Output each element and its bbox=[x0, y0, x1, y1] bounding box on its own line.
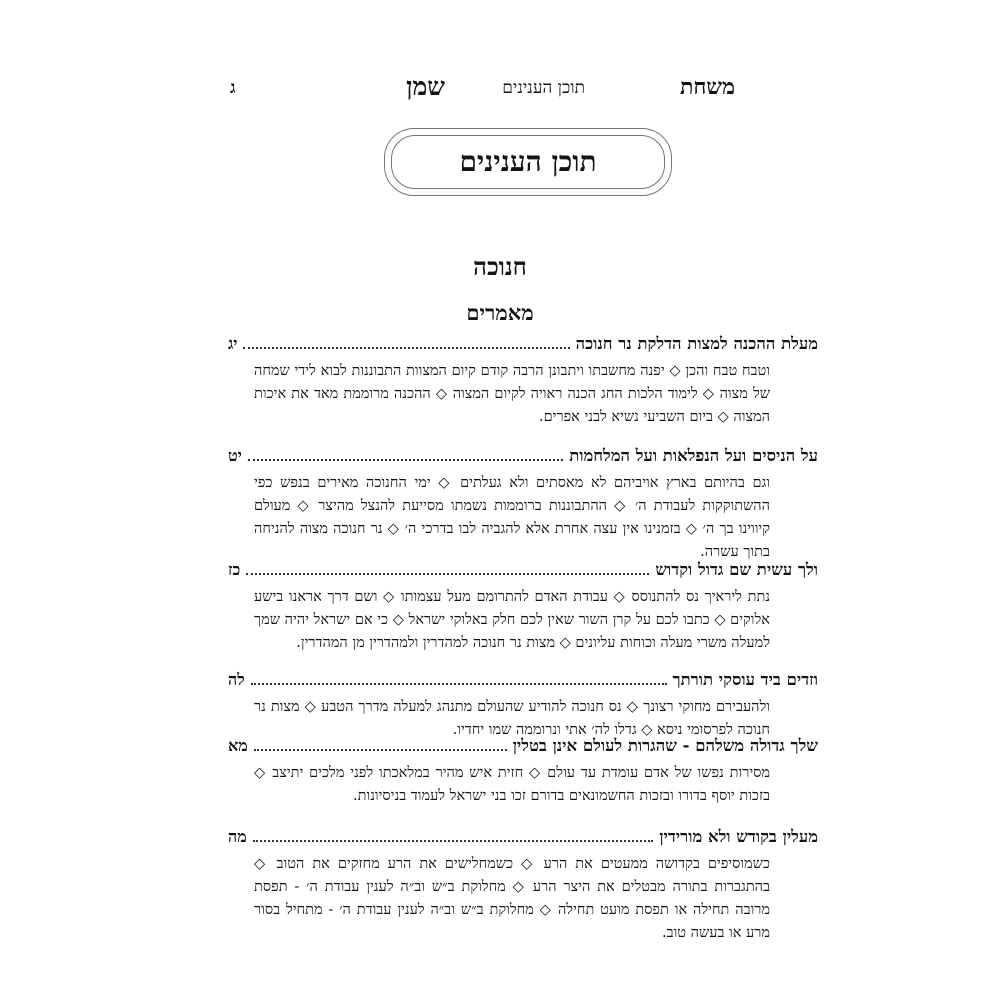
toc-entry-head bbox=[228, 446, 818, 470]
toc-entry-page: יט bbox=[228, 446, 242, 465]
toc-entry-head bbox=[228, 334, 818, 358]
toc-entry bbox=[228, 334, 818, 429]
dot-leader bbox=[251, 671, 667, 685]
toc-entry-page: לה bbox=[228, 670, 245, 689]
section-title: חנוכה bbox=[473, 252, 527, 281]
toc-entry-title: מעלת ההכנה למצות הדלקת נר חנוכה bbox=[575, 334, 818, 353]
toc-entry-page: יג bbox=[228, 334, 238, 353]
toc-entry bbox=[228, 560, 818, 655]
dot-leader bbox=[248, 447, 563, 461]
toc-entry-title: ולך עשית שם גדול וקדוש bbox=[655, 560, 818, 579]
running-header-book-word-2: שמן bbox=[406, 72, 445, 101]
running-header-toc-label: תוכן הענינים bbox=[502, 78, 585, 98]
toc-entry bbox=[228, 670, 818, 742]
dot-leader bbox=[246, 561, 649, 575]
toc-entry-summary: נתת ליראיך נס להתנוסס ◇ עבודת האדם להתרומם מעל עצמותו ◇ ושם דרך אראנו בישע אלוקים ◇ כתבו לכם על קרן השור שאין לכם חלק באלוקי ישראל ◇ כי אם ישראל יהיה שמך למעלה משרי מעלה וכוחות עליונים ◇ מצות נר חנוכה למהדרין ולמהדרין מן המהדרין. bbox=[254, 589, 770, 651]
toc-entry-title: שלך גדולה משלהם - שהגרות לעולם אינן בטלין bbox=[512, 736, 818, 755]
toc-entry bbox=[228, 446, 818, 564]
toc-entry-page: מא bbox=[228, 736, 248, 755]
toc-entry-title: וזדים ביד עוסקי תורתך bbox=[672, 670, 818, 689]
dot-leader bbox=[253, 828, 654, 842]
toc-entry-summary: ולהעבירם מחוקי רצונך ◇ נס חנוכה להודיע שהעולם מתנהג למעלה מדרך הטבע ◇ מצות נר חנוכה לפרסומי ניסא ◇ גדלו לה׳ אתי ונרוממה שמו יחדיו. bbox=[254, 699, 770, 738]
subsection-title: מאמרים bbox=[466, 300, 534, 325]
running-header-page-number: ג bbox=[230, 78, 236, 98]
toc-entry-page: כז bbox=[228, 560, 241, 579]
running-header-book-word-1: משחת bbox=[679, 74, 735, 100]
toc-entry-title: על הניסים ועל הנפלאות ועל המלחמות bbox=[569, 446, 818, 465]
toc-entry-summary: מסירות נפשו של אדם עומדת עד עולם ◇ חזית איש מהיר במלאכתו לפני מלכים יתיצב ◇ בזכות יוסף בדורו ובזכות החשמונאים בדורם זכו בני ישראל לעמוד בניסיונות. bbox=[254, 765, 770, 804]
toc-entry bbox=[228, 827, 818, 945]
title-frame bbox=[384, 128, 672, 196]
toc-entry-head bbox=[228, 736, 818, 760]
toc-entry-summary: כשמוסיפים בקדושה ממעטים את הרע ◇ כשמחלישים את הרע מחזקים את הטוב ◇ בהתגברות בתורה מבטלים את היצר הרע ◇ מחלוקת ב״ש וב״ה לענין עבודת ה׳ - תפסת מרובה תחילה או תפסת מועט תחילה ◇ מחלוקת ב״ש וב״ה לענין עבודת ה׳ - מתחיל בסור מרע או בעשה טוב. bbox=[254, 856, 770, 941]
toc-entry-summary: וגם בהיותם בארץ אויביהם לא מאסתים ולא געלתים ◇ ימי החנוכה מאירים בנפש כפי ההשתוקקות לעבודת ה׳ ◇ ההתבוננות ברוממות נשמתו מסייעת להנצל מהיצר ◇ מעולם קיווינו בך ה׳ ◇ בזמנינו אין עצה אחרת אלא להגביה לבו בדרכי ה׳ ◇ נר חנוכה מצוה להניחה בתוך עשרה. bbox=[254, 475, 770, 560]
toc-entry-title: מעלין בקודש ולא מורידין bbox=[659, 827, 818, 846]
running-header bbox=[230, 70, 735, 110]
dot-leader bbox=[243, 335, 569, 349]
toc-entry bbox=[228, 736, 818, 808]
toc-entry-page: מה bbox=[228, 827, 247, 846]
toc-entry-head bbox=[228, 560, 818, 584]
page-title: תוכן הענינים bbox=[391, 135, 665, 189]
toc-entry-head bbox=[228, 827, 818, 851]
toc-entry-head bbox=[228, 670, 818, 694]
toc-entry-summary: וטבח טבח והכן ◇ יפנה מחשבתו ויתבונן הרבה קודם קיום המצוות התבוננות לבוא לידי שמחה של מצוה ◇ לימוד הלכות החג הכנה ראויה לקיום המצוה ◇ ההכנה מרוממת מאד את איכות המצוה ◇ ביום השביעי נשיא לבני אפרים. bbox=[254, 363, 770, 425]
dot-leader bbox=[254, 737, 507, 751]
